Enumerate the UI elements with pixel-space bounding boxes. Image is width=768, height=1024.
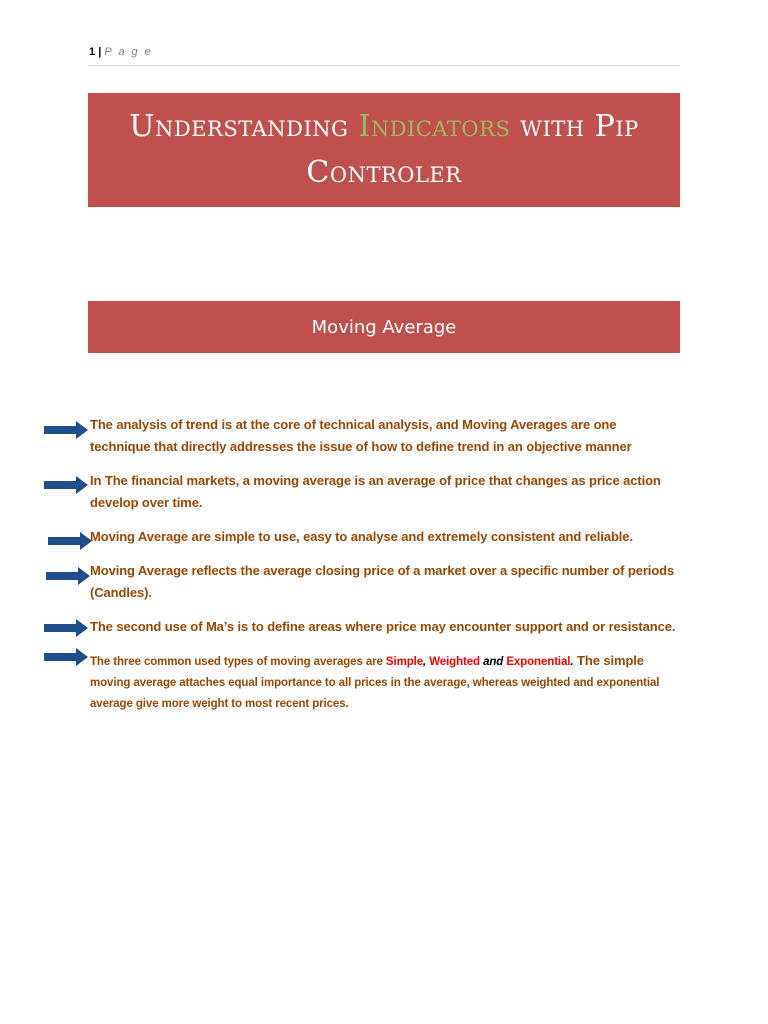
right-arrow-icon bbox=[44, 476, 88, 494]
and-word: and bbox=[479, 656, 507, 668]
the-simple: The simple bbox=[573, 653, 644, 668]
page-separator: | bbox=[98, 46, 102, 58]
bullet-text: The second use of Ma’s is to define areas where price may encounter support and or resistance. bbox=[90, 619, 676, 634]
type-exponential: Exponential bbox=[506, 656, 571, 668]
section-heading-banner bbox=[88, 301, 680, 353]
title-highlight: Indicators bbox=[358, 109, 511, 144]
title-part-2: with Pip bbox=[510, 109, 639, 144]
title-banner bbox=[88, 93, 680, 207]
bullet-text: Moving Average are simple to use, easy to analyse and extremely consistent and reliable. bbox=[90, 529, 633, 544]
right-arrow-icon bbox=[46, 567, 90, 585]
section-heading: Moving Average bbox=[311, 316, 457, 338]
bullet-text: In The financial markets, a moving average is an average of price that changes as price action develop over time. bbox=[90, 473, 661, 510]
right-arrow-icon bbox=[44, 619, 88, 637]
comma: , bbox=[423, 656, 430, 668]
type-weighted: Weighted bbox=[429, 656, 480, 668]
right-arrow-icon bbox=[48, 532, 92, 550]
page-number: 1 bbox=[89, 46, 96, 58]
bullet-rest: moving average attaches equal importance to all prices in the average, whereas weighted and exponential average give more weight to most recent prices. bbox=[90, 677, 660, 710]
title-line-2: Controler bbox=[306, 155, 462, 190]
bullet-text: Moving Average reflects the average closing price of a market over a specific number of periods (Candles). bbox=[90, 563, 675, 600]
bullet-text: The analysis of trend is at the core of technical analysis, and Moving Averages are one technique that directly addresses the issue of how to define trend in an objective manner bbox=[90, 417, 632, 454]
title-part-1: Understanding bbox=[129, 109, 359, 144]
page-label: P a g e bbox=[104, 46, 153, 58]
bullet-prefix: The three common used types of moving averages are bbox=[90, 656, 386, 668]
period: . bbox=[570, 656, 574, 668]
right-arrow-icon bbox=[44, 421, 88, 439]
title-line-1 bbox=[129, 104, 639, 150]
bullet-text bbox=[90, 650, 680, 715]
type-simple: Simple bbox=[385, 656, 424, 668]
page-header bbox=[89, 46, 680, 66]
right-arrow-icon bbox=[44, 648, 88, 666]
